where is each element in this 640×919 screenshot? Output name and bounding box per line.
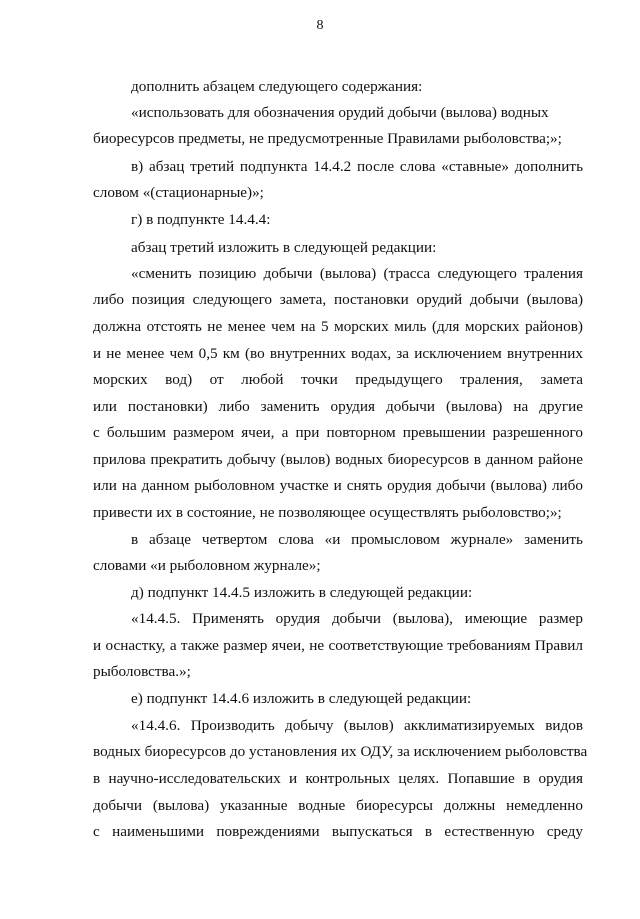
text-line: водных биоресурсов до установления их ОДУ, за исключением рыболовства bbox=[93, 743, 588, 760]
text-line: г) в подпункте 14.4.4: bbox=[131, 211, 271, 228]
text-line: морских вод) от любой точки предыдущего траления, замета bbox=[93, 371, 583, 388]
text-line: в) абзац третий подпункта 14.4.2 после слова «ставные» дополнить bbox=[131, 158, 583, 175]
text-line: «14.4.6. Производить добычу (вылов) акклиматизируемых видов bbox=[131, 717, 583, 734]
text-line: в научно-исследовательских и контрольных целях. Попавшие в орудия bbox=[93, 770, 583, 787]
text-line: «использовать для обозначения орудий добычи (вылова) водных bbox=[131, 104, 549, 121]
text-line: «14.4.5. Применять орудия добычи (вылова), имеющие размер bbox=[131, 610, 583, 627]
text-line: «сменить позицию добычи (вылова) (трасса следующего траления bbox=[131, 265, 583, 282]
text-line: рыболовства.»; bbox=[93, 663, 191, 680]
text-line: д) подпункт 14.4.5 изложить в следующей редакции: bbox=[131, 584, 473, 601]
text-line: должна отстоять не менее чем на 5 морских миль (для морских районов) bbox=[93, 318, 583, 335]
text-line: либо позиция следующего замета, постановки орудий добычи (вылова) bbox=[93, 291, 583, 308]
text-line: добычи (вылова) указанные водные биоресурсы должны немедленно bbox=[93, 797, 583, 814]
text-line: абзац третий изложить в следующей редакции: bbox=[131, 239, 437, 256]
text-line: словами «и рыболовном журнале»; bbox=[93, 557, 321, 574]
text-line: словом «(стационарные)»; bbox=[93, 184, 264, 201]
text-line: е) подпункт 14.4.6 изложить в следующей редакции: bbox=[131, 690, 472, 707]
text-line: или постановки) либо заменить орудия добычи (вылова) на другие bbox=[93, 398, 583, 415]
text-line: с наименьшими повреждениями выпускаться в естественную среду bbox=[93, 823, 583, 840]
text-line: биоресурсов предметы, не предусмотренные Правилами рыболовства;»; bbox=[93, 130, 562, 147]
text-line: дополнить абзацем следующего содержания: bbox=[131, 78, 423, 95]
text-line: привести их в состояние, не позволяющее осуществлять рыболовство;»; bbox=[93, 504, 562, 521]
text-line: прилова прекратить добычу (вылов) водных биоресурсов в данном районе bbox=[93, 451, 583, 468]
text-line: и не менее чем 0,5 км (во внутренних водах, за исключением внутренних bbox=[93, 345, 583, 362]
page-number: 8 bbox=[316, 18, 324, 33]
text-line: или на данном рыболовном участке и снять орудия добычи (вылова) либо bbox=[93, 477, 583, 494]
text-line: в абзаце четвертом слова «и промысловом журнале» заменить bbox=[131, 531, 583, 548]
text-line: с большим размером ячеи, а при повторном превышении разрешенного bbox=[93, 424, 583, 441]
text-line: и оснастку, а также размер ячеи, не соответствующие требованиям Правил bbox=[93, 637, 583, 654]
